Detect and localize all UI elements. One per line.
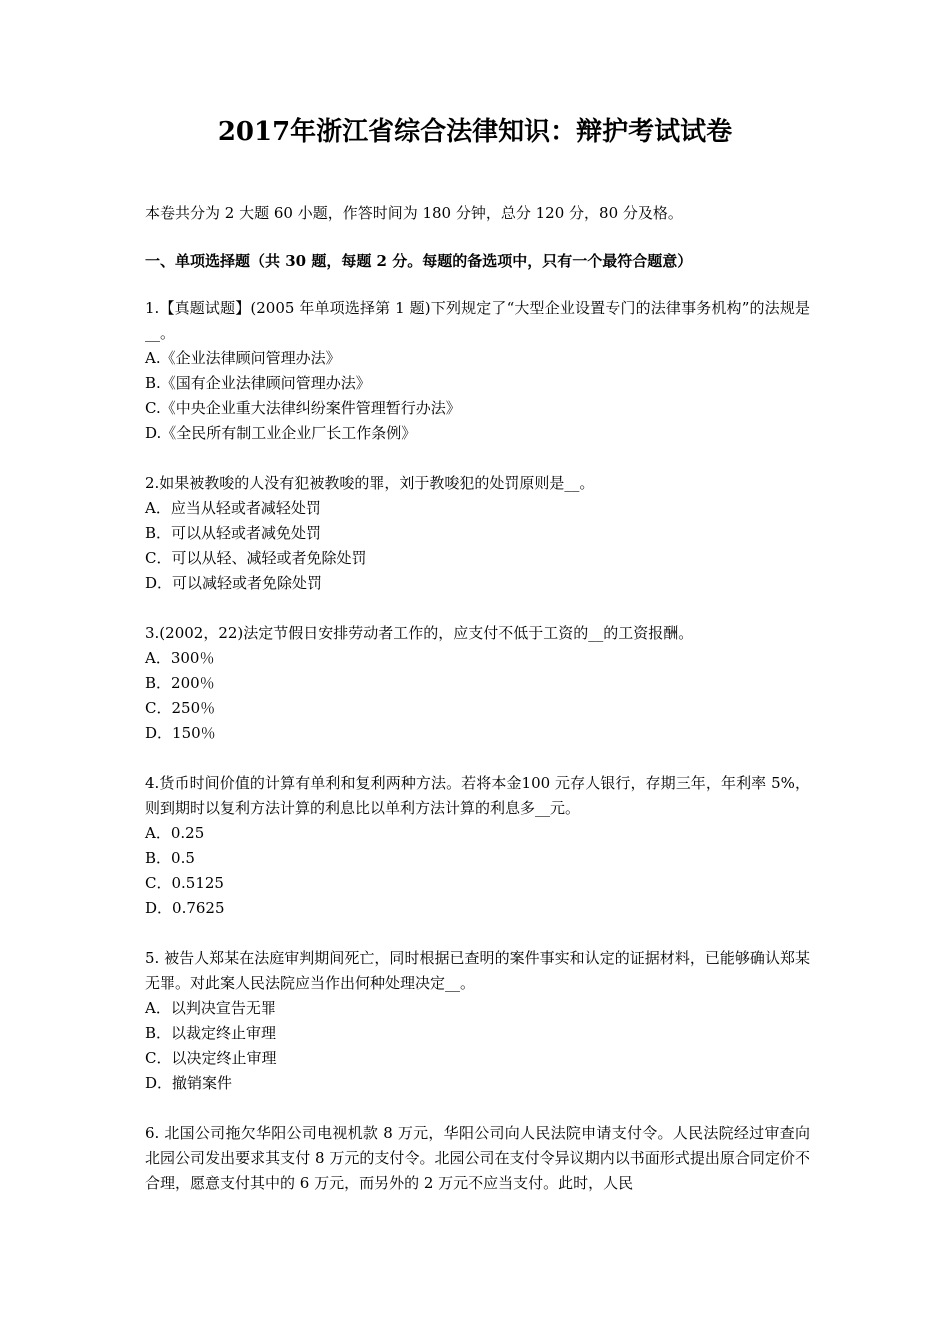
option-a: A．以判决宣告无罪 [145,999,276,1017]
option-b: B．可以从轻或者减免处罚 [145,524,322,542]
section-heading: 一、单项选择题（共 30 题，每题 2 分。每题的备选项中，只有一个最符合题意） [145,252,693,270]
option-a: A.《企业法律顾问管理办法》 [145,349,341,367]
option-d: D．撤销案件 [145,1074,233,1092]
option-a: A．应当从轻或者减轻处罚 [145,499,321,517]
question-3 [145,621,810,746]
option-c: C．以决定终止审理 [145,1049,277,1067]
option-d: D.《全民所有制工业企业厂长工作条例》 [145,424,417,442]
option-d: D．可以减轻或者免除处罚 [145,574,323,592]
option-a: A．0.25 [145,824,205,842]
option-c: C.《中央企业重大法律纠纷案件管理暂行办法》 [145,399,461,417]
question-stem: 1.【真题试题】(2005 年单项选择第 1 题)下列规定了“大型企业设置专门的法律事务机构”的法规是__。 [145,299,810,342]
question-stem: 3.(2002，22)法定节假日安排劳动者工作的，应支付不低于工资的__的工资报酬。 [145,624,694,642]
question-1 [145,296,810,446]
option-c: C．0.5125 [145,874,224,892]
question-stem: 4.货币时间价值的计算有单利和复利两种方法。若将本金100 元存人银行，存期三年，年利率 5%，则到期时以复利方法计算的利息比以单利方法计算的利息多__元。 [145,774,810,817]
question-6 [145,1121,810,1196]
exam-intro: 本卷共分为 2 大题 60 小题，作答时间为 180 分钟，总分 120 分，80 分及格。 [145,204,683,222]
option-b: B．200％ [145,674,215,692]
question-stem: 5. 被告人郑某在法庭审判期间死亡，同时根据已查明的案件事实和认定的证据材料，已能够确认郑某无罪。对此案人民法院应当作出何种处理决定__。 [145,949,810,992]
option-b: B.《国有企业法律顾问管理办法》 [145,374,371,392]
document-title: 2017年浙江省综合法律知识：辩护考试试卷 [217,117,733,147]
question-list [145,296,810,1221]
question-2 [145,471,810,596]
option-a: A．300％ [145,649,215,667]
question-stem: 2.如果被教唆的人没有犯被教唆的罪，刘于教唆犯的处罚原则是__。 [145,474,595,492]
question-5 [145,946,810,1096]
option-d: D．0.7625 [145,899,225,917]
question-stem: 6. 北国公司拖欠华阳公司电视机款 8 万元，华阳公司向人民法院申请支付令。人民法院经过审查向北园公司发出要求其支付 8 万元的支付令。北园公司在支付令异议期内以书面形式提出原合同定价不合理，愿意支付其中的 6 万元，而另外的 2 万元不应当支付。此时，人民 [145,1124,810,1192]
option-b: B．0.5 [145,849,195,867]
option-c: C．250％ [145,699,216,717]
option-c: C．可以从轻、减轻或者免除处罚 [145,549,367,567]
question-4 [145,771,810,921]
option-b: B．以裁定终止审理 [145,1024,277,1042]
option-d: D．150％ [145,724,216,742]
